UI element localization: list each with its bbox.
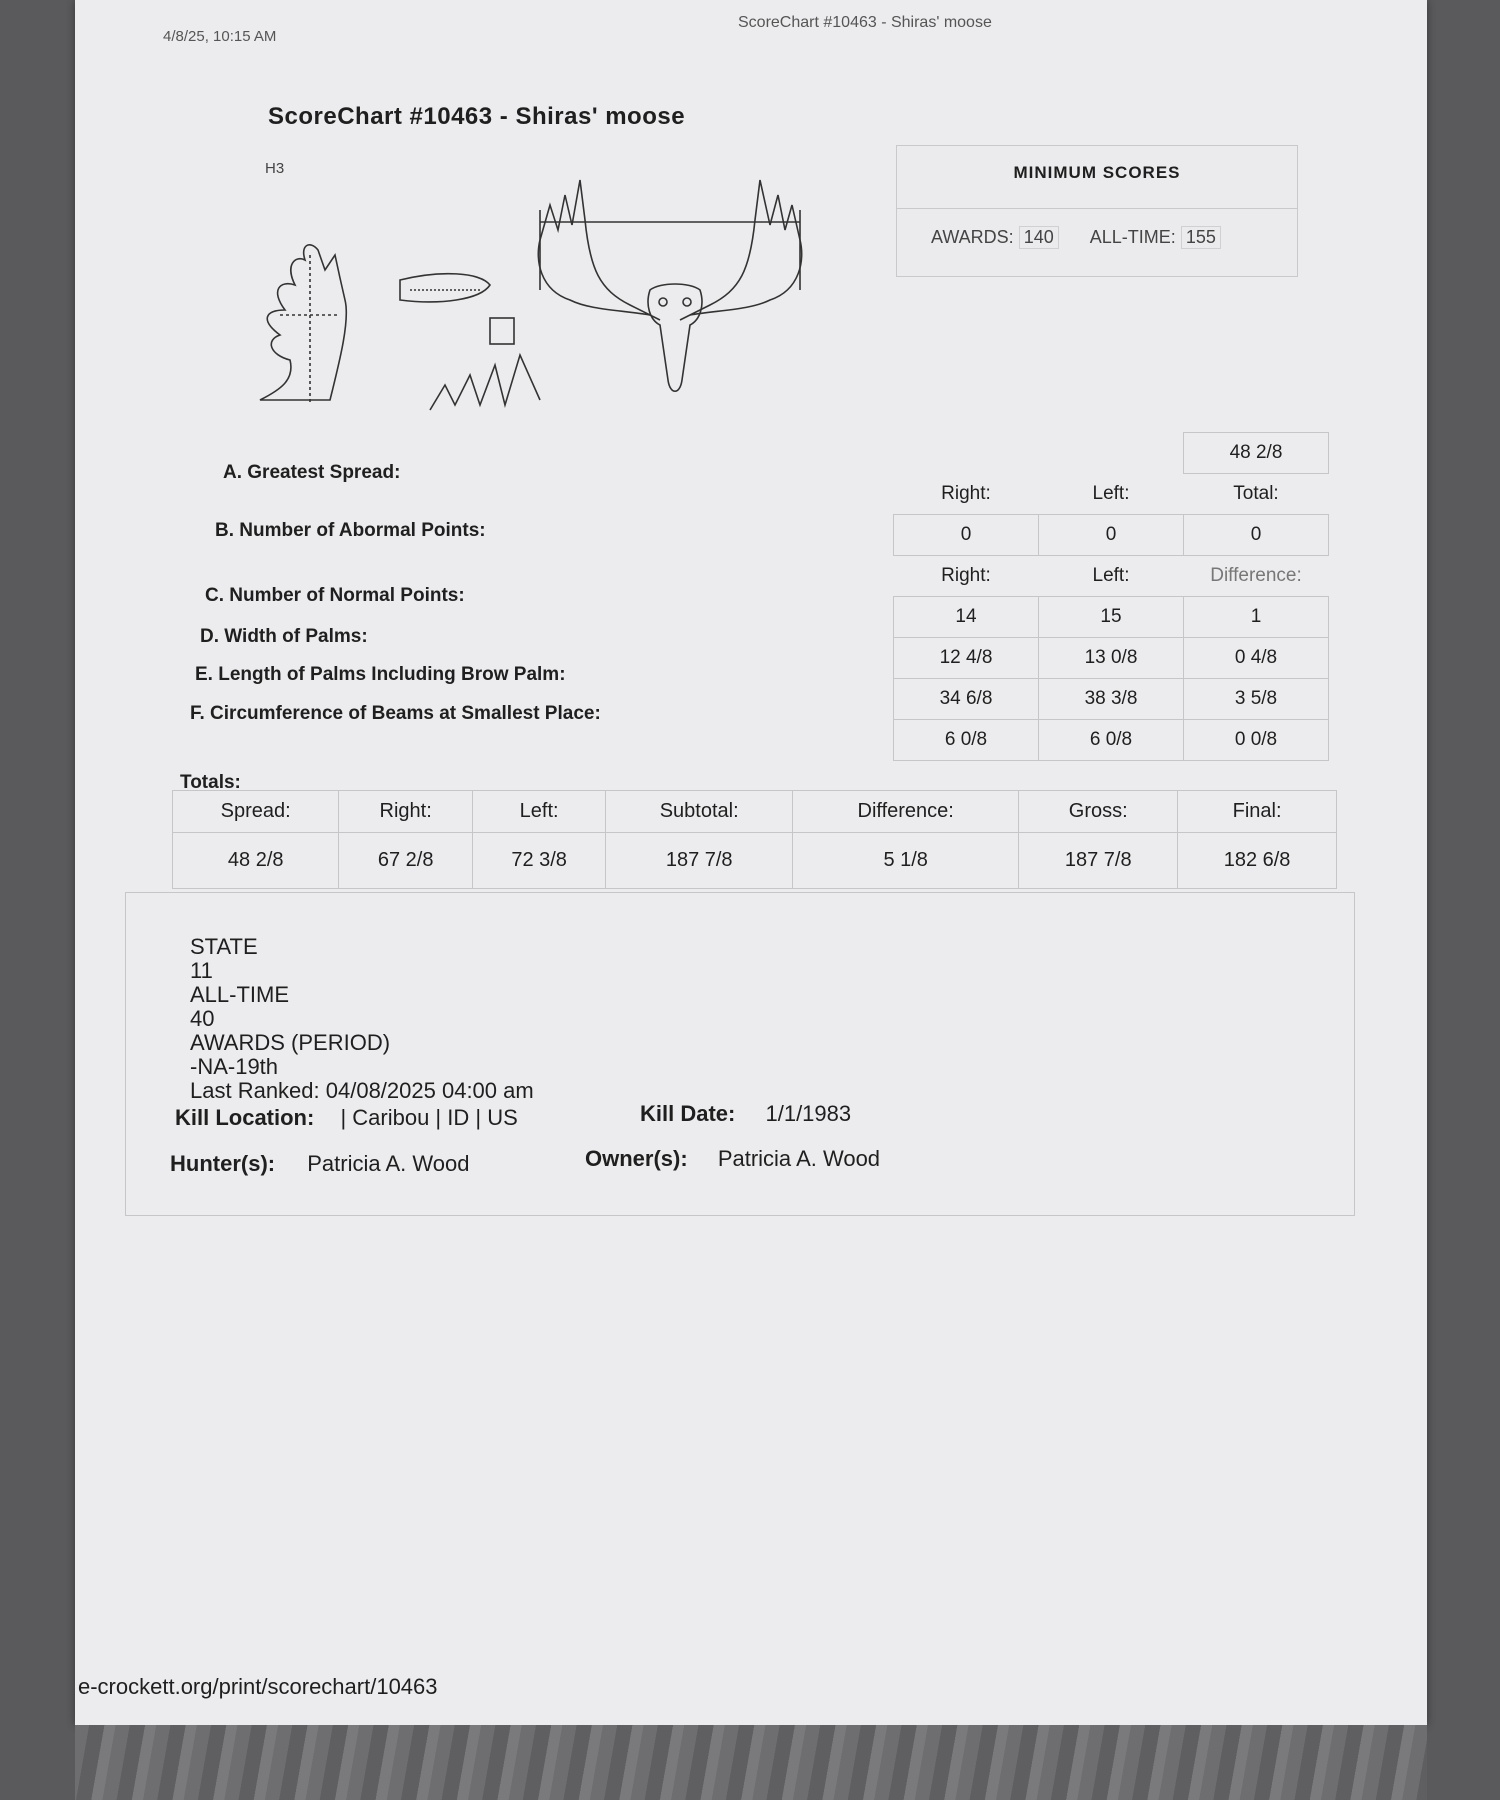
- normal-right: 14: [894, 597, 1039, 638]
- header-right-2: Right:: [941, 565, 991, 586]
- header-left-2: Left:: [1092, 565, 1130, 586]
- ranking-state-value: 11: [190, 958, 213, 983]
- length-right: 34 6/8: [894, 679, 1039, 720]
- kill-location-value: | Caribou | ID | US: [340, 1105, 518, 1130]
- ranking-awards-label: AWARDS (PERIOD): [190, 1030, 391, 1055]
- ranking-alltime-value: 40: [190, 1006, 215, 1031]
- ranking-awards-value: -NA-19th: [190, 1054, 279, 1079]
- hunter-value: Patricia A. Wood: [307, 1151, 470, 1176]
- minimum-scores-box: [896, 145, 1298, 277]
- totals-spread: 48 2/8: [173, 833, 339, 889]
- page-title: ScoreChart #10463 - Shiras' moose: [268, 103, 686, 130]
- totals-final: 182 6/8: [1178, 833, 1337, 889]
- abnormal-total: 0: [1184, 515, 1329, 556]
- normal-difference: 1: [1184, 597, 1329, 638]
- print-page-title: ScoreChart #10463 - Shiras' moose: [738, 14, 992, 31]
- owner-value: Patricia A. Wood: [717, 1146, 881, 1171]
- totals-header-spread: Spread:: [173, 791, 339, 833]
- abnormal-right: 0: [894, 515, 1039, 556]
- measurement-table: [893, 432, 1329, 761]
- totals-subtotal: 187 7/8: [606, 833, 793, 889]
- totals-header-difference: Difference:: [793, 791, 1019, 833]
- kill-date-label: Kill Date:: [640, 1101, 736, 1126]
- label-length-palms: E. Length of Palms Including Brow Palm:: [195, 664, 566, 685]
- header-total: Total:: [1233, 483, 1279, 504]
- totals-header-subtotal: Subtotal:: [606, 791, 793, 833]
- length-difference: 3 5/8: [1184, 679, 1329, 720]
- header-difference: Difference:: [1210, 565, 1302, 586]
- totals-header-right: Right:: [339, 791, 472, 833]
- label-normal-points: C. Number of Normal Points:: [205, 585, 465, 606]
- owner-label: Owner(s):: [585, 1146, 688, 1171]
- totals-header-final: Final:: [1178, 791, 1337, 833]
- totals-left: 72 3/8: [472, 833, 605, 889]
- chart-code: H3: [265, 160, 285, 177]
- awards-value: 140: [1019, 226, 1059, 249]
- circumference-right: 6 0/8: [894, 720, 1039, 761]
- totals-header-left: Left:: [472, 791, 605, 833]
- kill-location-label: Kill Location:: [175, 1105, 315, 1130]
- header-left: Left:: [1092, 482, 1130, 504]
- print-timestamp: 4/8/25, 10:15 AM: [163, 28, 277, 45]
- totals-header-gross: Gross:: [1019, 791, 1178, 833]
- circumference-difference: 0 0/8: [1184, 720, 1329, 761]
- label-abnormal-points: B. Number of Abormal Points:: [215, 520, 486, 541]
- hunter-label: Hunter(s):: [170, 1151, 276, 1176]
- width-right: 12 4/8: [894, 638, 1039, 679]
- ranking-state-label: STATE: [190, 934, 258, 959]
- minimum-scores-heading: MINIMUM SCORES: [1013, 163, 1181, 182]
- alltime-value: 155: [1181, 226, 1221, 249]
- width-difference: 0 4/8: [1184, 638, 1329, 679]
- totals-label: Totals:: [180, 772, 241, 793]
- ranking-lines: [190, 935, 534, 1103]
- abnormal-left: 0: [1039, 515, 1184, 556]
- normal-left: 15: [1039, 597, 1184, 638]
- totals-gross: 187 7/8: [1019, 833, 1178, 889]
- kill-date-value: 1/1/1983: [765, 1101, 852, 1126]
- totals-difference: 5 1/8: [793, 833, 1019, 889]
- length-left: 38 3/8: [1039, 679, 1184, 720]
- label-width-palms: D. Width of Palms:: [200, 626, 368, 647]
- footer-url: e-crockett.org/print/scorechart/10463: [78, 1674, 438, 1699]
- label-circumference: F. Circumference of Beams at Smallest Place:: [190, 703, 601, 724]
- label-greatest-spread: A. Greatest Spread:: [223, 462, 401, 483]
- totals-table: [172, 790, 1337, 889]
- header-right: Right:: [941, 482, 991, 504]
- antler-diagram: [240, 160, 840, 420]
- metal-surface: [75, 1725, 1427, 1800]
- ranking-alltime-label: ALL-TIME: [190, 982, 290, 1007]
- alltime-label: ALL-TIME:: [1089, 227, 1176, 247]
- spread-value: 48 2/8: [1184, 433, 1329, 474]
- totals-right: 67 2/8: [339, 833, 472, 889]
- width-left: 13 0/8: [1039, 638, 1184, 679]
- circumference-left: 6 0/8: [1039, 720, 1184, 761]
- last-ranked: Last Ranked: 04/08/2025 04:00 am: [190, 1078, 534, 1103]
- awards-label: AWARDS:: [931, 227, 1014, 247]
